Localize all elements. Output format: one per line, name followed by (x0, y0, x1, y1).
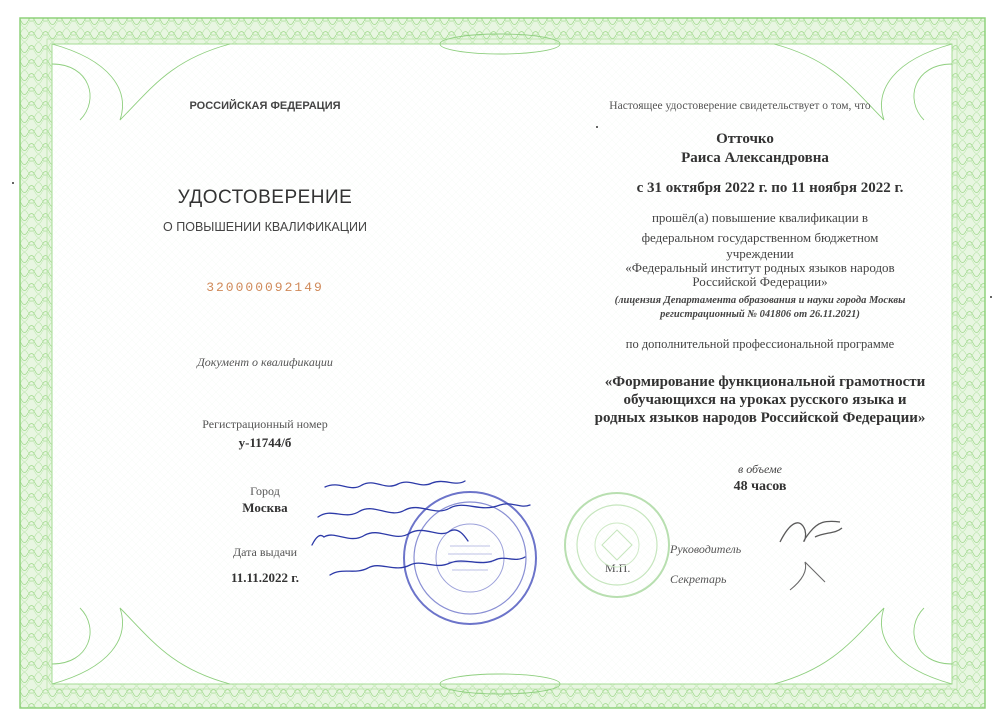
license-line-1: (лицензия Департамента образования и науки города Москвы (614, 295, 906, 306)
doc-type: Документ о квалификации (197, 355, 333, 369)
license-line-2: регистрационный № 041806 от 26.11.2021) (660, 309, 860, 320)
speck (596, 126, 598, 128)
handwritten-note (300, 475, 560, 585)
institution-line-2: учреждении (726, 246, 794, 261)
program-line-1: «Формирование функциональной грамотности (604, 374, 926, 390)
passed-text: прошёл(а) повышение квалификации в (651, 210, 869, 225)
city-label: Город (250, 484, 280, 498)
institution-line-4: Российской Федерации» (692, 274, 828, 289)
reg-number-value: у-11744/б (238, 435, 292, 450)
doc-subtitle: О ПОВЫШЕНИИ КВАЛИФИКАЦИИ (163, 220, 367, 234)
issue-date-value: 11.11.2022 г. (230, 570, 299, 585)
program-line-2: обучающихся на уроках русского языка и (623, 392, 907, 408)
head-label: Руководитель (670, 542, 742, 556)
doc-title: УДОСТОВЕРЕНИЕ (177, 187, 353, 208)
reg-number-label: Регистрационный номер (202, 417, 328, 431)
holder-surname: Отточко (716, 131, 774, 147)
program-line-3: родных языков народов Российской Федерации» (594, 410, 926, 426)
head-signature (770, 502, 860, 597)
volume-value: 48 часов (733, 479, 787, 494)
issue-date-label: Дата выдачи (232, 545, 298, 559)
program-intro: по дополнительной профессиональной программе (625, 337, 895, 351)
seal-place-label: М.П. (605, 561, 631, 575)
intro-text: Настоящее удостоверение свидетельствует о том, что (609, 100, 871, 112)
serial-number: 320000092149 (206, 280, 324, 295)
holder-name: Раиса Александровна (681, 150, 829, 166)
training-period: с 31 октября 2022 г. по 11 ноября 2022 г. (636, 180, 904, 196)
institution-line-3: «Федеральный институт родных языков народов (625, 260, 895, 275)
institute-seal (562, 490, 672, 600)
speck (12, 182, 14, 184)
secretary-label: Секретарь (670, 572, 727, 586)
volume-label: в объеме (737, 462, 783, 476)
country-label: РОССИЙСКАЯ ФЕДЕРАЦИЯ (189, 100, 341, 112)
speck (990, 296, 992, 298)
institution-line-1: федеральном государственном бюджетном (641, 230, 879, 245)
city-value: Москва (242, 500, 288, 515)
